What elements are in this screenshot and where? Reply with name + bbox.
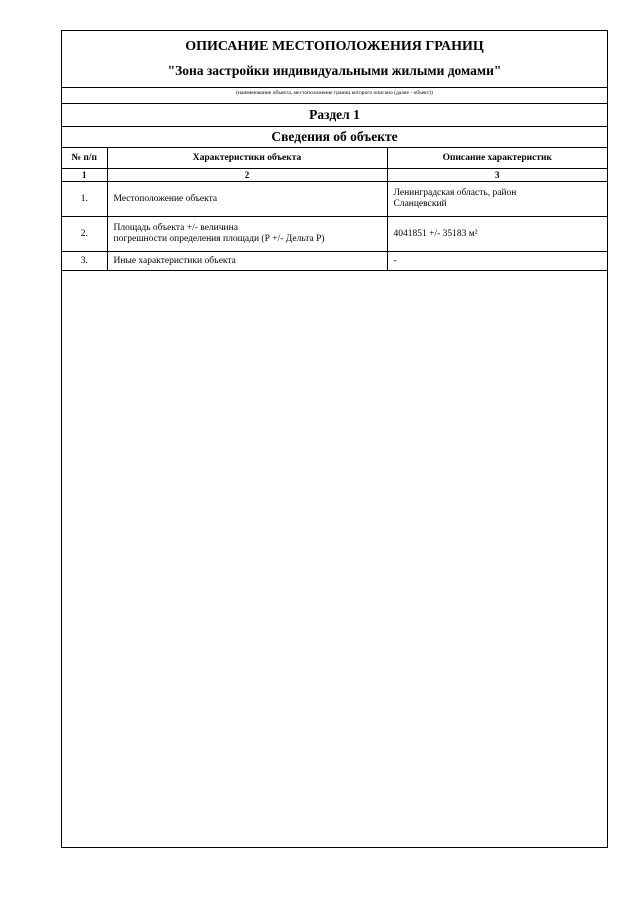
table-header-row: [62, 148, 607, 169]
column-number: 1: [62, 169, 107, 182]
section-heading: Сведения об объекте: [62, 126, 607, 147]
table-row: [62, 182, 607, 217]
section-label: Раздел 1: [62, 103, 607, 126]
object-info-table: [62, 147, 607, 271]
header-characteristic: Характеристики объекта: [107, 148, 387, 169]
table-row: [62, 252, 607, 271]
row-characteristic: [107, 217, 387, 252]
column-number-row: [62, 169, 607, 182]
row-description: 4041851 +/- 35183 м²: [387, 217, 607, 252]
description-line: Сланцевский: [393, 199, 447, 209]
row-characteristic: Местоположение объекта: [107, 182, 387, 217]
document-frame: [61, 30, 608, 848]
characteristic-line: погрешности определения площади (Р +/- Дельта Р): [113, 234, 325, 244]
table-row: [62, 217, 607, 252]
column-number: 3: [387, 169, 607, 182]
header-num: № п/п: [62, 148, 107, 169]
row-description: [387, 182, 607, 217]
characteristic-line: Площадь объекта +/- величина: [113, 223, 238, 233]
row-number: 1.: [62, 182, 107, 217]
row-number: 2.: [62, 217, 107, 252]
description-line: Ленинградская область, район: [393, 188, 517, 198]
object-caption: (наименование объекта, местоположение границ которого описано (далее - объект)): [62, 87, 607, 98]
row-description: -: [387, 252, 607, 271]
header-description: Описание характеристик: [387, 148, 607, 169]
row-characteristic: Иные характеристики объекта: [107, 252, 387, 271]
row-number: 3.: [62, 252, 107, 271]
object-name: "Зона застройки индивидуальными жилыми домами": [167, 63, 502, 78]
document-title: ОПИСАНИЕ МЕСТОПОЛОЖЕНИЯ ГРАНИЦ: [185, 39, 484, 54]
column-number: 2: [107, 169, 387, 182]
